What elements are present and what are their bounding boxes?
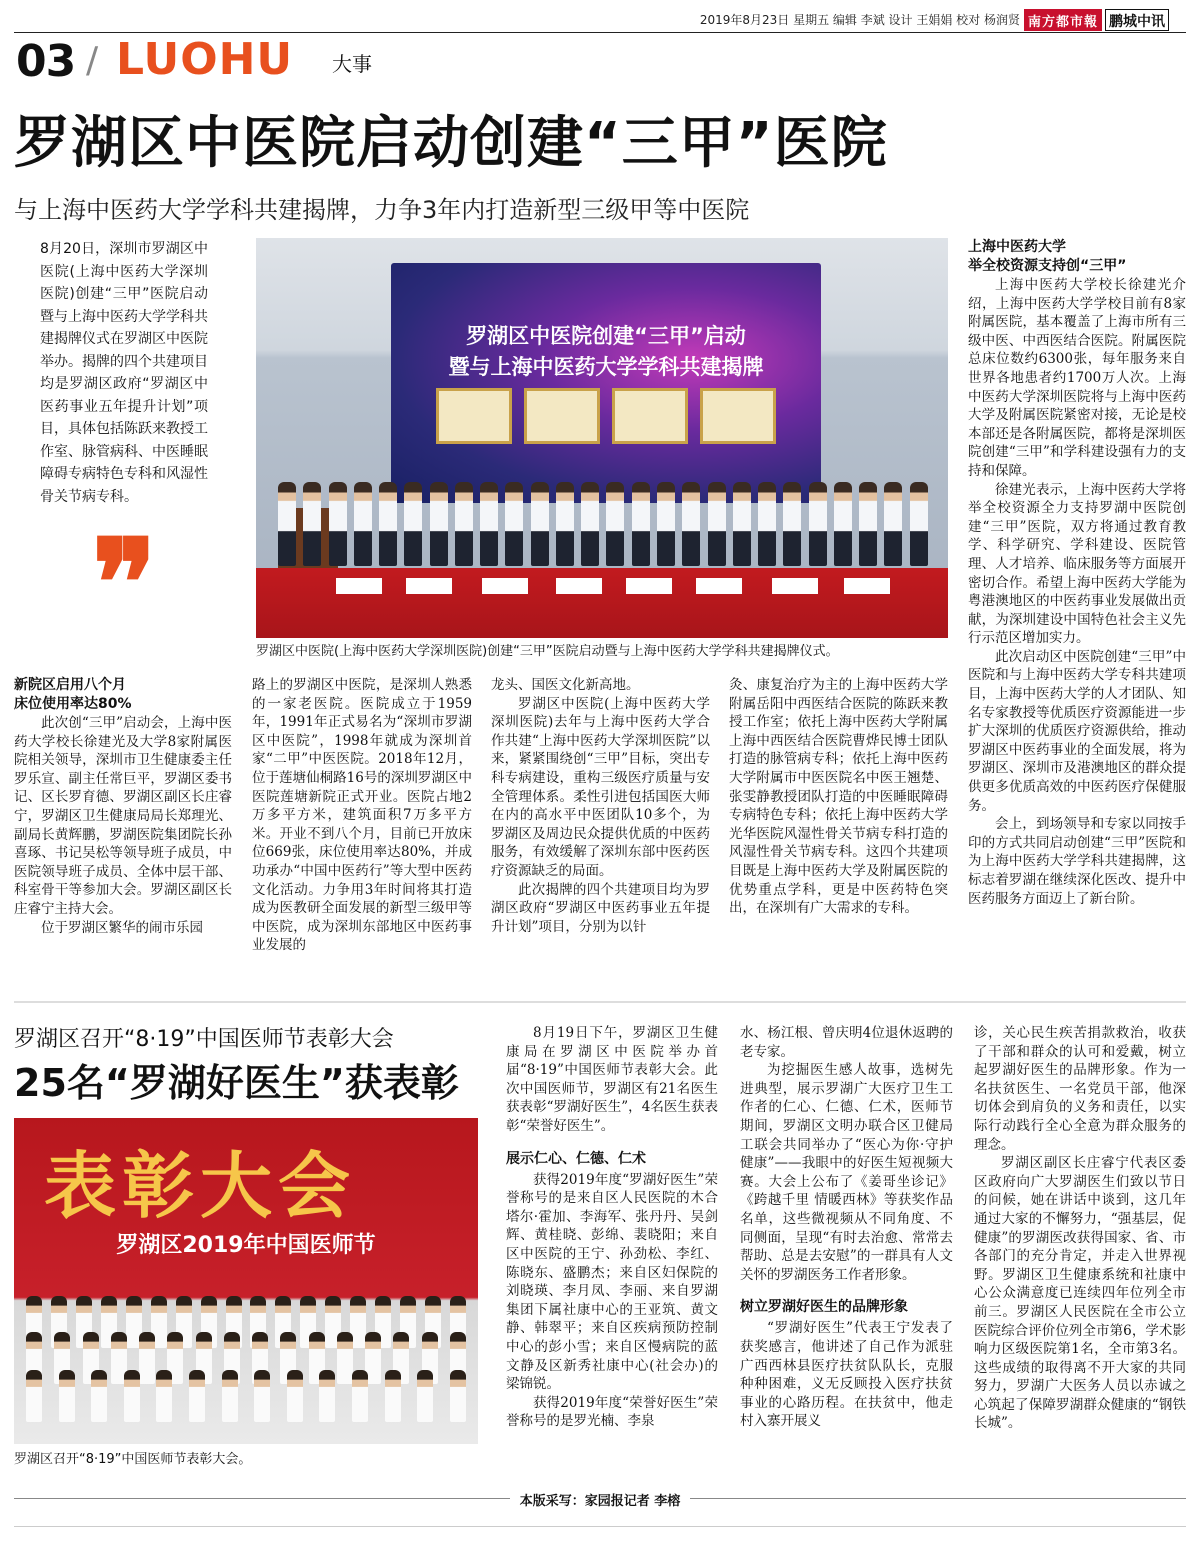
story1-right-column (968, 238, 1186, 908)
crowd (278, 476, 928, 566)
story1-headline: 罗湖区中医院启动创建“三甲”医院 (14, 111, 888, 176)
photo-figure (254, 1370, 270, 1422)
paragraph: 路上的罗湖区中医院，是深圳人熟悉的一家老医院。医院成立于1959年，1991年正式易名为“深圳市罗湖区中医院”，1998年就成为深圳首家“二甲”中医医院。2018年12月，位于莲塘仙桐路16号的深圳罗湖区中医院莲塘新院正式开业。医院占地2万多平方米，建筑面积7万多平方米。开业不到八个月，目前已开放床位669张，床位使用率达80%，并成功承办“中国中医药行”等大型中医药文化活动。力争用3年时间将其打造成为医教研全面发展的新型三级甲等中医院，成为深圳东部地区中医药事业发展的 (252, 677, 472, 954)
paragraph: 获得2019年度“罗湖好医生”荣誉称号的是来自区人民医院的木合塔尔·霍加、李海军、张丹丹、吴剑辉、黄桂晓、彭绵、裴晓阳；来自区中医院的王宁、孙劲松、李红、陈晓东、盛鹏杰；来自区妇保院的刘晓瑛、李月凤、李丽、来自罗湖集团下属社康中心的王亚筑、黄文静、韩翠平；来自区疾病预防控制中心的彭小雪；来自区慢病院的蓝文静及区新秀社康中心(社会办)的梁锦锐。 (506, 1171, 718, 1393)
nameplate (482, 578, 528, 594)
paragraph: 为挖掘医生感人故事，选树先进典型，展示罗湖广大医疗卫生工作者的仁心、仁德、仁术，医师节期间，罗湖区文明办联合区卫健局工联会共同举办了“医心为你·守护健康”——我眼中的好医生短视频大赛。大会上公布了《姜哥坐诊记》《跨越千里 情暖西林》等获奖作品名单，这些微视频从不同角度、不同侧面，呈现“有时去治愈、常常去帮助、总是去安慰”的一群具有人文关怀的罗湖医务工作者形象。 (740, 1062, 953, 1283)
photo-figure (556, 482, 574, 566)
nameplate (772, 578, 818, 594)
photo-figure (531, 482, 549, 566)
photo-figure (758, 482, 776, 566)
nameplate (844, 578, 890, 594)
nameplate (406, 578, 452, 594)
group-front-row (26, 1370, 466, 1422)
paper-name: 南方都市報 (1024, 9, 1102, 31)
story1-column-1 (14, 676, 232, 937)
nameplate (696, 578, 742, 594)
photo-figure (189, 1370, 205, 1422)
plaque (612, 388, 688, 444)
photo-figure (354, 482, 372, 566)
story1-column-4 (729, 676, 948, 918)
story2-photo (14, 1118, 478, 1444)
photo-figure (287, 1370, 303, 1422)
photo-figure (26, 1370, 42, 1422)
plaque (700, 388, 776, 444)
paragraph: 水、杨江根、曾庆明4位退休返聘的老专家。 (740, 1025, 953, 1060)
photo-figure (124, 1370, 140, 1422)
story1-subheadline: 与上海中医药大学学科共建揭牌，力争3年内打造新型三级甲等中医院 (14, 196, 750, 224)
photo-figure (783, 482, 801, 566)
stage-screen (391, 263, 821, 503)
photo-figure (910, 482, 928, 566)
photo-figure (657, 482, 675, 566)
paragraph: “罗湖好医生”代表王宁发表了获奖感言，他讲述了自己作为派驻广西西林县医疗扶贫队队长，克服种种困难，义无反顾投入医疗扶贫事业的心路历程。在扶贫中，他走村入寨开展义 (740, 1320, 953, 1430)
paragraph: 会上，到场领导和专家以同按手印的方式共同启动创建“三甲”医院和为上海中医药大学学科共建揭牌，这标志着罗湖在继续深化医改、提升中医药服务方面迈上了新台阶。 (968, 816, 1186, 907)
photo-figure (319, 1370, 335, 1422)
photo-figure (581, 482, 599, 566)
section-a-title-line2: 床位使用率达80% (14, 696, 132, 712)
photo-figure (278, 482, 296, 566)
page-number: 03 (16, 36, 76, 87)
paragraph: 罗湖区副区长庄睿宁代表区委区政府向广大罗湖医生们致以节日的问候，她在讲话中谈到，这几年通过大家的不懈努力，“强基层，促健康”的罗湖医改获得国家、省、市各部门的充分肯定，并走入世界视野。罗湖区卫生健康系统和社康中心公众满意度已连续四年位列全市前三。罗湖区人民医院在全市公立医院综合评价位列全市第6，学术影响力区级医院第1名，全市第3名。这些成绩的取得离不开大家的共同努力，罗湖广大医务人员以赤诚之心筑起了保障罗湖群众健康的“钢铁长城”。 (974, 1155, 1186, 1432)
story2-column-3 (974, 1024, 1186, 1433)
story2-subhead-1: 展示仁心、仁德、仁术 (506, 1150, 646, 1167)
photo-banner-big-text: 表彰大会 (44, 1143, 357, 1228)
plaques (436, 388, 776, 444)
photo-figure (834, 482, 852, 566)
photo-figure (379, 482, 397, 566)
paragraph: 位于罗湖区繁华的闹市乐园 (41, 919, 203, 936)
masthead-info: 2019年8月23日 星期五 编辑 李斌 设计 王娟娟 校对 杨润贤 (699, 13, 1020, 27)
photo-figure (450, 1370, 466, 1422)
photo-figure (222, 1370, 238, 1422)
screen-title-line2: 暨与上海中医药大学学科共建揭牌 (448, 355, 764, 379)
page-section: 大事 (332, 52, 372, 76)
quote-mark-icon: ❞ (92, 513, 157, 654)
story2-column-1 (506, 1024, 718, 1431)
story2-headline: 25名“罗湖好医生”获表彰 (14, 1061, 459, 1105)
masthead-rule (14, 32, 1186, 33)
screen-title-line1: 罗湖区中医院创建“三甲”启动 (466, 324, 746, 348)
photo-figure (505, 482, 523, 566)
photo-figure (606, 482, 624, 566)
story1-lead: 8月20日，深圳市罗湖区中医院(上海中医药大学深圳医院)创建“三甲”医院启动暨与上海中医药大学学科共建揭牌仪式在罗湖区中医院举办。揭牌的四个共建项目均是罗湖区政府“罗湖区中医药事业五年提升计划”项目，具体包括陈跃来教授工作室、脉管病科、中医睡眠障碍专病特色专科和风湿性骨关节病专科。 (40, 241, 208, 505)
photo-figure (884, 482, 902, 566)
paragraph: 此次创“三甲”启动会，上海中医药大学校长徐建光及大学8家附属医院相关领导，深圳市卫生健康委主任罗乐宣、副主任常巨平，罗湖区委书记、区长罗育德、罗湖区副区长庄睿宁，罗湖区卫生健康局局长郑理光、副局长黄辉鹏，罗湖医院集团院长孙喜琢、书记吴松等领导班子成员，中医院领导班子成员、全体中层干部、科室骨干等参加大会。罗湖区副区长庄睿宁主持大会。 (14, 715, 232, 917)
section-b-title-line2: 举全校资源支持创“三甲” (968, 258, 1127, 274)
paragraph: 上海中医药大学校长徐建光介绍，上海中医药大学学校目前有8家附属医院，基本覆盖了上海市所有三级中医、中西医结合医院。附属医院总床位数约6300张，每年服务来自世界各地患者约1700万人次。上海中医药大学深圳医院将与上海中医药大学及附属医院紧密对接，无论是校本部还是各附属医院，都将是深圳医院创建“三甲”和学科建设强有力的支持和保障。 (968, 277, 1186, 479)
paragraph: 灸、康复治疗为主的上海中医药大学附属岳阳中西医结合医院的陈跃来教授工作室；依托上海中医药大学附属上海中西医结合医院曹烨民博士团队打造的脉管病专科；依托上海中医药大学附属市中医医院名中医王翘楚、张雯静教授团队打造的中医睡眠障碍专病特色专科；依托上海中医药大学光华医院风湿性骨关节病专科打造的风湿性骨关节病专科。这四个共建项目既是上海中医药大学及附属医院的优势重点学科，更是中医药特色突出，在深圳有广大需求的专科。 (729, 677, 948, 917)
paper-logo (1024, 9, 1184, 31)
plaque (524, 388, 600, 444)
photo-figure (480, 482, 498, 566)
plaque (436, 388, 512, 444)
paragraph: 龙头、国医文化新高地。 (491, 677, 640, 693)
story2-kicker: 罗湖区召开“8·19”中国医师节表彰大会 (14, 1027, 394, 1052)
paragraph: 此次揭牌的四个共建项目均为罗湖区政府“罗湖区中医药事业五年提升计划”项目，分别为以针 (491, 881, 710, 935)
photo-figure (352, 1370, 368, 1422)
story1-photo (256, 238, 948, 638)
section-a-title-line1: 新院区启用八个月 (14, 677, 126, 693)
story1-photo-caption: 罗湖区中医院(上海中医药大学深圳医院)创建“三甲”医院启动暨与上海中医药大学学科共建揭牌仪式。 (256, 644, 839, 659)
photo-banner-line: 罗湖区2019年中国医师节 (116, 1233, 376, 1258)
paper-edition: 鹏城中讯 (1105, 9, 1169, 31)
photo-figure (91, 1370, 107, 1422)
photo-figure (404, 482, 422, 566)
story2-photo-caption: 罗湖区召开“8·19”中国医师节表彰大会。 (14, 1452, 252, 1467)
photo-figure (417, 1370, 433, 1422)
photo-figure (430, 482, 448, 566)
nameplate (556, 578, 602, 594)
photo-figure (708, 482, 726, 566)
photo-figure (303, 482, 321, 566)
paragraph: 获得2019年度“荣誉好医生”荣誉称号的是罗光楠、李泉 (506, 1394, 718, 1430)
nameplate (626, 578, 672, 594)
photo-figure (329, 482, 347, 566)
section-b-title-line1: 上海中医药大学 (968, 239, 1066, 255)
photo-figure (59, 1370, 75, 1422)
paragraph: 此次启动区中医院创建“三甲”中医院和与上海中医药大学专科共建项目，上海中医药大学的人才团队、知名专家教授等优质医疗资源能进一步扩大深圳的优质医疗资源供给，推动罗湖区中医药事业的全面发展，将为罗湖区、深圳市及港澳地区的群众提供更多优质高效的中医药医疗保健服务。 (968, 648, 1186, 814)
page-slash: / (86, 40, 99, 81)
photo-figure (682, 482, 700, 566)
photo-figure (156, 1370, 172, 1422)
byline-text: 本版采写：家园报记者 李榕 (510, 1494, 691, 1509)
byline (0, 1490, 1200, 1509)
photo-figure (455, 482, 473, 566)
story2-column-2 (740, 1024, 953, 1431)
photo-figure (733, 482, 751, 566)
photo-figure (385, 1370, 401, 1422)
paragraph: 罗湖区中医院(上海中医药大学深圳医院)去年与上海中医药大学合作共建“上海中医药大学深圳医院”以来，紧紧围绕创“三甲”目标，突出专科专病建设，重构三级医疗质量与安全管理体系。柔性引进包括国医大师在内的高水平中医团队10多个，为罗湖区及周边民众提供优质的中医药服务，有效缓解了深圳东部中医药医疗资源缺乏的局面。 (491, 695, 710, 879)
photo-figure (632, 482, 650, 566)
story1-column-3 (491, 676, 710, 936)
story-divider (14, 1001, 1186, 1003)
story1-column-2 (252, 676, 472, 955)
paragraph: 8月19日下午，罗湖区卫生健康局在罗湖区中医院举办首届“8·19”中国医师节表彰大会。此次中国医师节，罗湖区有21名医生获表彰“罗湖好医生”，4名医生获表彰“荣誉好医生”。 (506, 1025, 718, 1134)
nameplate (336, 578, 382, 594)
page-region: LUOHU (116, 34, 294, 85)
paragraph: 诊，关心民生疾苦捐款救治，收获了干部和群众的认可和爱戴，树立起罗湖好医生的品牌形象。作为一名扶贫医生、一名党员干部，他深切体会到肩负的义务和责任，以实际行动践行全心全意为群众服务的理念。 (974, 1025, 1186, 1153)
photo-figure (809, 482, 827, 566)
story2-subhead-2: 树立罗湖好医生的品牌形象 (740, 1299, 908, 1316)
bottom-rule (14, 1526, 1186, 1527)
paragraph: 徐建光表示，上海中医药大学将举全校资源全力支持罗湖中医院创建“三甲”医院，双方将通过教育教学、科学研究、学科建设、医院管理、人才培养、临床服务等方面展开密切合作。希望上海中医药大学能为粤港澳地区的中医药事业发展做出贡献，为深圳建设中国特色社会主义先行示范区增加实力。 (968, 481, 1186, 647)
photo-figure (859, 482, 877, 566)
